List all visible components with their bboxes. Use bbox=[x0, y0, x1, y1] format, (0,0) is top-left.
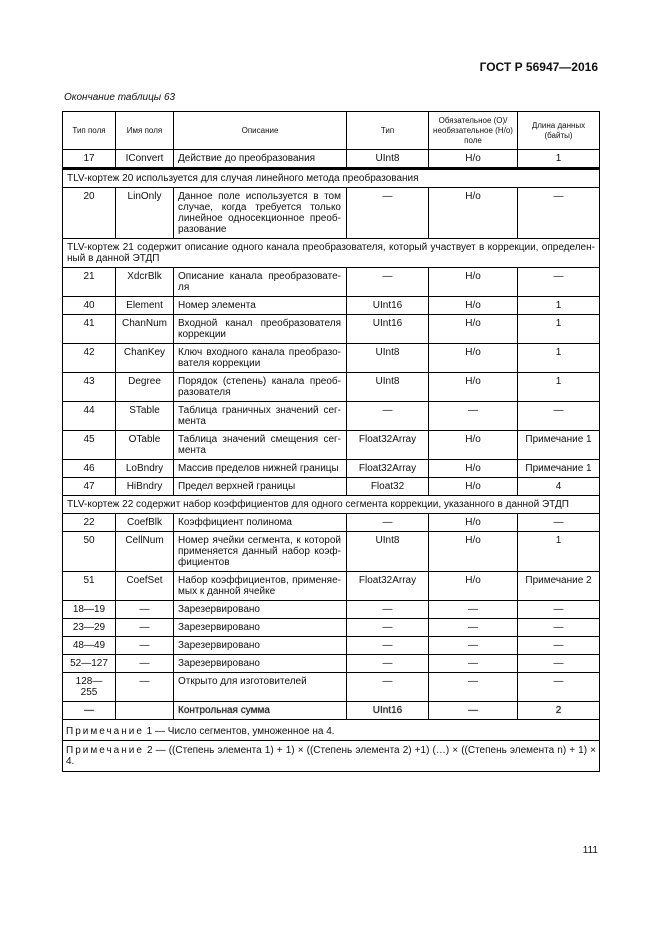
column-header: Обязательное (О)/ необязательное (Н/о) поле bbox=[429, 112, 518, 150]
field-type-cell: 48—49 bbox=[63, 637, 116, 655]
section-row bbox=[63, 496, 600, 514]
description-cell: Порядок (степень) канала преобразователя bbox=[174, 373, 347, 402]
table-body bbox=[63, 150, 600, 720]
required-cell: Н/о bbox=[429, 344, 518, 373]
table-row bbox=[63, 150, 600, 169]
field-type-cell: 46 bbox=[63, 460, 116, 478]
table-row bbox=[63, 431, 600, 460]
data-type-cell: — bbox=[347, 619, 429, 637]
length-cell: Примечание 2 bbox=[518, 572, 600, 601]
field-type-cell: 40 bbox=[63, 297, 116, 315]
length-cell: — bbox=[518, 268, 600, 297]
field-type-cell: 20 bbox=[63, 188, 116, 239]
field-name-cell: — bbox=[116, 673, 174, 702]
required-cell: Н/о bbox=[429, 373, 518, 402]
table-row bbox=[63, 673, 600, 702]
length-cell: 1 bbox=[518, 150, 600, 169]
field-type-cell: 42 bbox=[63, 344, 116, 373]
table-row bbox=[63, 572, 600, 601]
description-cell: Зарезервировано bbox=[174, 655, 347, 673]
column-header: Тип bbox=[347, 112, 429, 150]
field-name-cell: HiBndry bbox=[116, 478, 174, 496]
column-header: Имя поля bbox=[116, 112, 174, 150]
table-row bbox=[63, 460, 600, 478]
field-name-cell: CoefSet bbox=[116, 572, 174, 601]
data-type-cell: UInt16 bbox=[347, 702, 429, 720]
required-cell: — bbox=[429, 601, 518, 619]
data-type-cell: — bbox=[347, 268, 429, 297]
required-cell: Н/о bbox=[429, 431, 518, 460]
notes-section bbox=[63, 720, 600, 772]
data-type-cell: — bbox=[347, 402, 429, 431]
field-name-cell: Degree bbox=[116, 373, 174, 402]
field-type-cell: — bbox=[63, 702, 116, 720]
field-type-cell: 47 bbox=[63, 478, 116, 496]
required-cell: — bbox=[429, 702, 518, 720]
data-type-cell: Float32Array bbox=[347, 572, 429, 601]
required-cell: Н/о bbox=[429, 514, 518, 532]
description-cell: Входной канал преобразователя коррекции bbox=[174, 315, 347, 344]
field-type-cell: 52—127 bbox=[63, 655, 116, 673]
data-type-cell: Float32Array bbox=[347, 431, 429, 460]
description-cell: Действие до преобразования bbox=[174, 150, 347, 169]
header-row bbox=[63, 112, 600, 150]
required-cell: — bbox=[429, 655, 518, 673]
length-cell: — bbox=[518, 655, 600, 673]
field-name-cell: STable bbox=[116, 402, 174, 431]
table-row bbox=[63, 655, 600, 673]
field-name-cell: Element bbox=[116, 297, 174, 315]
field-name-cell: CoefBlk bbox=[116, 514, 174, 532]
description-cell: Данное поле используется в том случае, когда требуется только линейное односекционное преобразование bbox=[174, 188, 347, 239]
field-type-cell: 128— 255 bbox=[63, 673, 116, 702]
description-cell: Таблица значений смещения сегмента bbox=[174, 431, 347, 460]
note-text: 2 — ((Степень элемента 1) + 1) × ((Степень элемента 2) +1) (…) × ((Степень элемента n) + 1) × 4. bbox=[66, 745, 596, 767]
length-cell: Примечание 1 bbox=[518, 431, 600, 460]
data-type-cell: UInt16 bbox=[347, 315, 429, 344]
length-cell: 1 bbox=[518, 532, 600, 572]
description-cell: Зарезервировано bbox=[174, 601, 347, 619]
field-name-cell: XdcrBlk bbox=[116, 268, 174, 297]
description-cell: Предел верхней границы bbox=[174, 478, 347, 496]
required-cell: Н/о bbox=[429, 268, 518, 297]
length-cell: — bbox=[518, 637, 600, 655]
length-cell: 1 bbox=[518, 297, 600, 315]
required-cell: — bbox=[429, 402, 518, 431]
length-cell: — bbox=[518, 402, 600, 431]
table-row bbox=[63, 702, 600, 720]
page-number: 111 bbox=[582, 845, 598, 856]
field-type-cell: 17 bbox=[63, 150, 116, 169]
table-row bbox=[63, 601, 600, 619]
table-caption: Окончание таблицы 63 bbox=[64, 92, 176, 103]
table-row bbox=[63, 315, 600, 344]
required-cell: Н/о bbox=[429, 460, 518, 478]
section-text: TLV-кортеж 22 содержит набор коэффициентов для одного сегмента коррекции, указанного в данной ЭТДП bbox=[63, 496, 600, 514]
length-cell: 2 bbox=[518, 702, 600, 720]
data-type-cell: — bbox=[347, 673, 429, 702]
data-type-cell: — bbox=[347, 514, 429, 532]
field-type-cell: 41 bbox=[63, 315, 116, 344]
data-type-cell: — bbox=[347, 601, 429, 619]
length-cell: 1 bbox=[518, 344, 600, 373]
field-name-cell: LoBndry bbox=[116, 460, 174, 478]
field-name-cell: ChanKey bbox=[116, 344, 174, 373]
required-cell: Н/о bbox=[429, 150, 518, 169]
data-type-cell: Float32 bbox=[347, 478, 429, 496]
table-row bbox=[63, 297, 600, 315]
column-header: Тип поля bbox=[63, 112, 116, 150]
data-type-cell: UInt8 bbox=[347, 150, 429, 169]
required-cell: Н/о bbox=[429, 188, 518, 239]
field-name-cell: OTable bbox=[116, 431, 174, 460]
table-row bbox=[63, 188, 600, 239]
description-cell: Массив пределов нижней границы bbox=[174, 460, 347, 478]
field-type-cell: 44 bbox=[63, 402, 116, 431]
section-text: TLV-кортеж 20 используется для случая линейного метода преобразования bbox=[63, 169, 600, 188]
field-type-cell: 43 bbox=[63, 373, 116, 402]
table-row bbox=[63, 402, 600, 431]
required-cell: Н/о bbox=[429, 315, 518, 344]
column-header: Описание bbox=[174, 112, 347, 150]
section-row bbox=[63, 169, 600, 188]
data-table bbox=[62, 111, 600, 772]
field-type-cell: 18—19 bbox=[63, 601, 116, 619]
field-type-cell: 50 bbox=[63, 532, 116, 572]
field-type-cell: 21 bbox=[63, 268, 116, 297]
data-type-cell: — bbox=[347, 188, 429, 239]
data-type-cell: Float32Array bbox=[347, 460, 429, 478]
standard-header: ГОСТ Р 56947—2016 bbox=[479, 60, 598, 74]
note-row bbox=[63, 720, 600, 741]
note-text: 1 — Число сегментов, умноженное на 4. bbox=[146, 726, 335, 737]
required-cell: Н/о bbox=[429, 297, 518, 315]
table-row bbox=[63, 344, 600, 373]
table-row bbox=[63, 637, 600, 655]
field-name-cell: — bbox=[116, 655, 174, 673]
note-row bbox=[63, 741, 600, 772]
data-type-cell: UInt8 bbox=[347, 344, 429, 373]
length-cell: 1 bbox=[518, 373, 600, 402]
data-type-cell: UInt16 bbox=[347, 297, 429, 315]
field-name-cell: IConvert bbox=[116, 150, 174, 169]
field-type-cell: 45 bbox=[63, 431, 116, 460]
data-type-cell: — bbox=[347, 637, 429, 655]
section-text: TLV-кортеж 21 содержит описание одного канала преобразователя, который участвует в коррекции, определенный в данной ЭТДП bbox=[63, 239, 600, 268]
length-cell: — bbox=[518, 673, 600, 702]
table-row bbox=[63, 619, 600, 637]
field-name-cell bbox=[116, 702, 174, 720]
field-name-cell: — bbox=[116, 601, 174, 619]
field-name-cell: ChanNum bbox=[116, 315, 174, 344]
length-cell: — bbox=[518, 619, 600, 637]
description-cell: Контрольная сумма bbox=[174, 702, 347, 720]
column-header: Длина данных (байты) bbox=[518, 112, 600, 150]
note-label: Примечание bbox=[66, 745, 144, 756]
description-cell: Набор коэффициентов, применяемых к данной ячейке bbox=[174, 572, 347, 601]
field-name-cell: — bbox=[116, 637, 174, 655]
table-row bbox=[63, 478, 600, 496]
section-row bbox=[63, 239, 600, 268]
required-cell: Н/о bbox=[429, 532, 518, 572]
note-label: Примечание bbox=[66, 726, 144, 737]
description-cell: Зарезервировано bbox=[174, 637, 347, 655]
field-type-cell: 22 bbox=[63, 514, 116, 532]
required-cell: — bbox=[429, 637, 518, 655]
description-cell: Коэффициент полинома bbox=[174, 514, 347, 532]
table-row bbox=[63, 532, 600, 572]
description-cell: Зарезервировано bbox=[174, 619, 347, 637]
required-cell: Н/о bbox=[429, 572, 518, 601]
data-type-cell: — bbox=[347, 655, 429, 673]
length-cell: — bbox=[518, 188, 600, 239]
field-name-cell: CellNum bbox=[116, 532, 174, 572]
required-cell: — bbox=[429, 673, 518, 702]
field-type-cell: 23—29 bbox=[63, 619, 116, 637]
table-row bbox=[63, 514, 600, 532]
description-cell: Открыто для изготовителей bbox=[174, 673, 347, 702]
field-type-cell: 51 bbox=[63, 572, 116, 601]
description-cell: Ключ входного канала преобразователя коррекции bbox=[174, 344, 347, 373]
data-type-cell: UInt8 bbox=[347, 373, 429, 402]
data-type-cell: UInt8 bbox=[347, 532, 429, 572]
table-row bbox=[63, 373, 600, 402]
required-cell: — bbox=[429, 619, 518, 637]
length-cell: 4 bbox=[518, 478, 600, 496]
description-cell: Номер ячейки сегмента, к которой применяется данный набор коэффициентов bbox=[174, 532, 347, 572]
length-cell: 1 bbox=[518, 315, 600, 344]
description-cell: Таблица граничных значений сегмента bbox=[174, 402, 347, 431]
required-cell: Н/о bbox=[429, 478, 518, 496]
length-cell: — bbox=[518, 601, 600, 619]
table-row bbox=[63, 268, 600, 297]
description-cell: Описание канала преобразователя bbox=[174, 268, 347, 297]
length-cell: Примечание 1 bbox=[518, 460, 600, 478]
description-cell: Номер элемента bbox=[174, 297, 347, 315]
length-cell: — bbox=[518, 514, 600, 532]
field-name-cell: — bbox=[116, 619, 174, 637]
field-name-cell: LinOnly bbox=[116, 188, 174, 239]
